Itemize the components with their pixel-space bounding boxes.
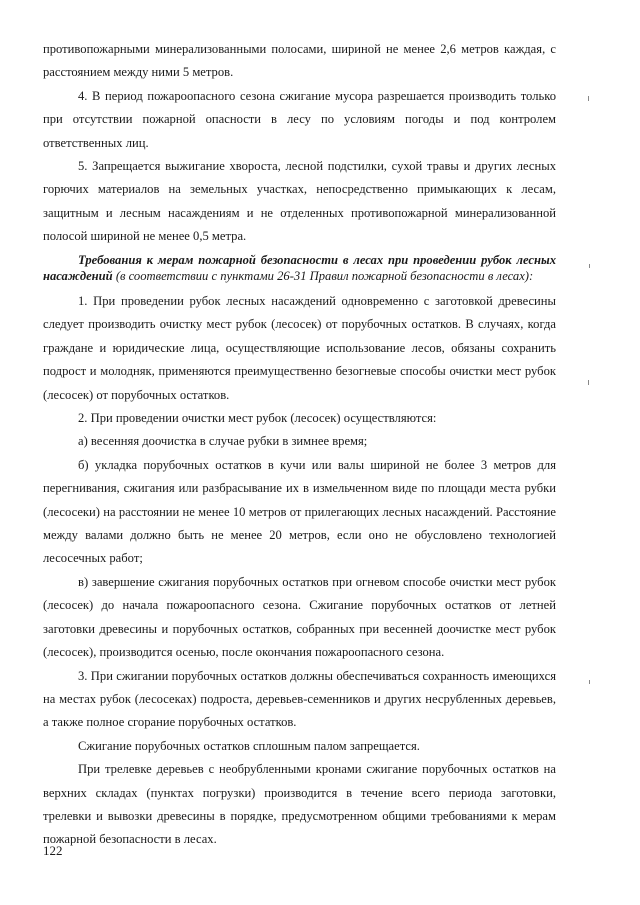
scan-artifact	[588, 96, 589, 101]
paragraph-continuation: противопожарными минерализованными полосами, шириной не менее 2,6 метров каждая, с расстоянием между ними 5 метров.	[43, 42, 556, 80]
section-heading-bold: Требования к мерам пожарной безопасности в лесах при проведении рубок лесных насаждений	[43, 253, 556, 283]
page-number: 122	[43, 843, 63, 858]
paragraph-2: 2. При проведении очистки мест рубок (лесосек) осуществляются:	[78, 411, 437, 426]
section-heading	[43, 252, 556, 284]
paragraph-2c: в) завершение сжигания порубочных остатков при огневом способе очистки мест рубок (лесосек) до начала пожароопасного сезона. Сжигание порубочных остатков от летней заготовки древесины и порубочных остатков, собранных при весенней доочистке мест рубок (лесосек), производится осенью, после окончания пожароопасного сезона.	[43, 574, 556, 660]
paragraph-3: 3. При сжигании порубочных остатков должны обеспечиваться сохранность имеющихся на местах рубок (лесосеках) подроста, деревьев-семенников и других несрубленных деревьев, а также полное сгорание порубочных остатков.	[43, 668, 556, 730]
paragraph-item-5: 5. Запрещается выжигание хвороста, лесной подстилки, сухой травы и других лесных горючих материалов на земельных участках, непосредственно примыкающих к лесам, защитным и лесным насаждениям и не отделенных противопожарной минерализованной полосой шириной не менее 0,5 метра.	[43, 159, 556, 244]
section-body	[43, 290, 556, 852]
paragraph-2a: а) весенняя доочистка в случае рубки в зимнее время;	[78, 434, 368, 449]
paragraph-5: При трелевке деревьев с необрубленными кронами сжигание порубочных остатков на верхних складах (пунктах погрузки) производится в течение всего периода заготовки, трелевки и вывозки древесины в порядке, предусмотренном общими требованиями к мерам пожарной безопасности в лесах.	[43, 762, 556, 847]
section-heading-note: (в соответствии с пунктами 26-31 Правил пожарной безопасности в лесах):	[115, 269, 534, 283]
scan-artifact	[588, 380, 589, 385]
paragraph-4: Сжигание порубочных остатков сплошным палом запрещается.	[78, 738, 420, 753]
section-heading-text	[43, 252, 556, 284]
intro-block	[43, 38, 556, 249]
paragraph-item-4: 4. В период пожароопасного сезона сжигание мусора разрешается производить только при отсутствии пожарной опасности в лесу по условиям погоды и под контролем ответственных лиц.	[43, 88, 556, 150]
paragraph-1: 1. При проведении рубок лесных насаждений одновременно с заготовкой древесины следует производить очистку мест рубок (лесосек) от порубочных остатков. В случаях, когда граждане и юридические лица, осуществляющие использование лесов, обязаны сохранить подрост и молодняк, применяются преимущественно безогневые способы очистки мест рубок (лесосек) от порубочных остатков.	[43, 294, 556, 402]
scan-artifact	[589, 264, 590, 268]
paragraph-2b: б) укладка порубочных остатков в кучи или валы шириной не более 3 метров для перегнивания, сжигания или разбрасывание их в измельченном виде по площади места рубки (лесосеки) на расстоянии не менее 10 метров от прилегающих лесных насаждений. Расстояние между валами должно быть не менее 20 метров, если оно не обусловлено технологией лесосечных работ;	[43, 457, 556, 566]
scan-artifact	[589, 680, 590, 684]
